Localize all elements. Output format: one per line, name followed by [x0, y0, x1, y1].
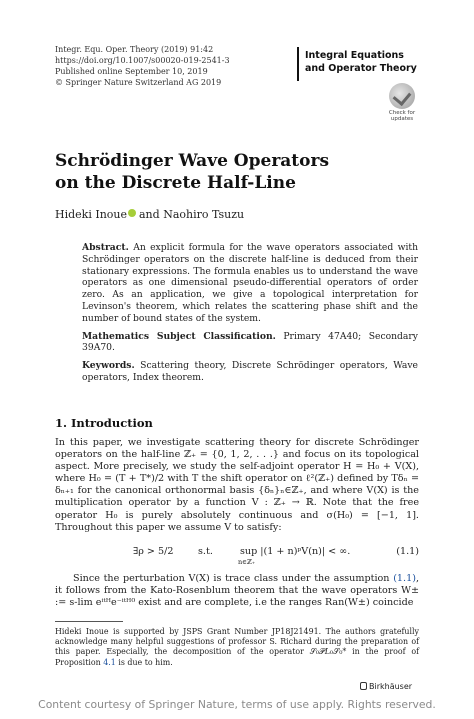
intro-paragraph-1: [55, 437, 419, 534]
article-title-line2: on the Discrete Half-Line: [55, 173, 296, 193]
keywords-text: Scattering theory, Discrete Schrödinger operators, Wave operators, Index theorem.: [82, 360, 418, 383]
author-connector: and: [139, 208, 160, 221]
abstract-label: Abstract.: [82, 242, 129, 253]
equation-number: (1.1): [396, 546, 419, 557]
msc-classification: [82, 331, 418, 355]
abstract-paragraph: [82, 242, 418, 325]
keywords-label: Keywords.: [82, 360, 135, 372]
equation-ref-link[interactable]: (1.1): [393, 573, 416, 584]
birkhauser-icon: [360, 682, 367, 690]
footnote: [55, 627, 419, 668]
equation-subscript: n∈ℤ₊: [238, 558, 256, 566]
abstract-text: An explicit formula for the wave operators associated with Schrödinger operators on the discrete half-line is deduced from their stationary expressions. The formula enables us to understand the wave operators as one dimensional pseudo-differential operators of order zero. As an application, we give a topological interpretation for Levinson's theorem, which relates the scattering phase shift and the number of bound states of the system.: [82, 242, 419, 324]
author-name[interactable]: Hideki Inoue: [55, 208, 127, 221]
citation-line: Integr. Equ. Oper. Theory (2019) 91:42: [55, 45, 214, 54]
proposition-ref-link[interactable]: 4.1: [103, 657, 116, 667]
courtesy-notice: Content courtesy of Springer Nature, terms of use apply. Rights reserved.: [38, 698, 436, 711]
article-title: [55, 150, 385, 194]
check-for-updates-badge[interactable]: [383, 83, 421, 122]
article-metadata: [55, 44, 230, 88]
equation-condition: ∃ρ > 5/2: [133, 546, 174, 557]
footnote-text-a: Hideki Inoue is supported by JSPS Grant Number JP18J21491. The authors gratefully acknowledge many helpful suggestions of professor S. Richard during the preparation of this paper. Especially, the decomposition of the operator 𝒮₀𝒫𝐿₀𝒮₀* in the proof of Proposition: [55, 627, 419, 667]
check-for-updates-icon: [389, 83, 415, 109]
copyright-line: © Springer Nature Switzerland AG 2019: [55, 78, 222, 87]
intro-text-2a: Since the perturbation V(X) is trace class under the assumption: [73, 573, 394, 584]
author-list: [55, 208, 244, 221]
published-date: Published online September 10, 2019: [55, 67, 208, 76]
abstract: [82, 242, 418, 390]
doi-link[interactable]: https://doi.org/10.1007/s00020-019-2541-3: [55, 56, 230, 65]
orcid-icon[interactable]: [128, 209, 136, 217]
intro-text: In this paper, we investigate scattering theory for discrete Schrödinger operators on the half-line ℤ₊ = {0, 1, 2, . . .} and focus on its topological aspect. More precisely, we study the self-adjoint operator H = H₀ + V(X), where H₀ = (T + T*)/2 with T the shift operator on ℓ²(ℤ₊) defined by Tδₙ = δₙ₊₁ for the canonical orthonormal basis {δₙ}ₙ∈ℤ₊, and where V(X) is the multiplication operator by a function V : ℤ₊ → ℝ. Note that the free operator H₀ is purely absolutely continuous and σ(H₀) = [−1, 1]. Throughout this paper we assume V to satisfy:: [55, 437, 419, 533]
check-for-updates-label: Check for updates: [388, 110, 416, 122]
equation-main: sup |(1 + n)ᵖV(n)| < ∞.: [240, 546, 351, 557]
journal-name-line2: and Operator Theory: [305, 63, 417, 74]
intro-paragraph-2: [55, 573, 419, 609]
msc-text: Primary 47A40; Secondary 39A70.: [82, 330, 418, 354]
article-title-line1: Schrödinger Wave Operators: [55, 151, 330, 171]
equation-1-1: [55, 542, 419, 566]
publisher-logo: [360, 682, 412, 691]
keywords: [82, 360, 418, 384]
footnote-text-b: is due to him.: [115, 657, 173, 667]
section-heading: 1. Introduction: [55, 416, 153, 430]
journal-name-line1: Integral Equations: [305, 50, 404, 61]
publisher-name: Birkhäuser: [369, 682, 413, 691]
intro-text-2b: , it follows from the Kato-Rosenblum theorem that the wave operators W± := s-lim eⁱᵗᴴe⁻ⁱᵗᴴ⁰ exist and are complete, i.e the ranges Ran(W±) coincide: [55, 573, 419, 609]
msc-label: Mathematics Subject Classification.: [82, 330, 276, 342]
journal-name: [297, 47, 427, 81]
footnote-divider: [55, 621, 123, 622]
author-name[interactable]: Naohiro Tsuzu: [163, 208, 245, 221]
equation-such-that: s.t.: [198, 546, 213, 557]
